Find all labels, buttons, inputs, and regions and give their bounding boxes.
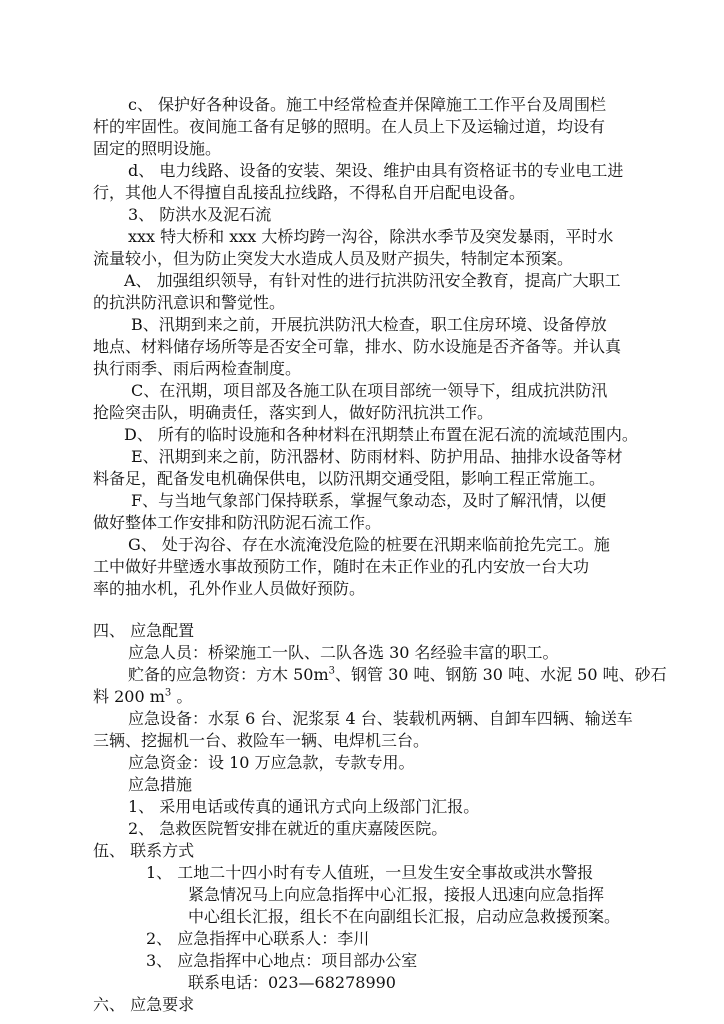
text-line: 杆的牢固性。夜间施工备有足够的照明。在人员上下及运输过道，均设有: [93, 117, 606, 136]
superscript: 3: [328, 665, 335, 677]
text-line: 料备足，配备发电机确保供电，以防汛期交通受阻，影响工程正常施工。: [93, 469, 606, 488]
contact-phone: 联系电话：023—68278990: [188, 973, 396, 992]
list-item: 2、 应急指挥中心联系人：李川: [146, 929, 370, 948]
text-fragment: 、钢管 30 吨、钢筋 30 吨、水泥 50 吨、砂石: [335, 665, 667, 684]
text-line: 率的抽水机，孔外作业人员做好预防。: [93, 579, 366, 598]
text-line: 中心组长汇报，组长不在向副组长汇报，启动应急救援预案。: [188, 907, 621, 926]
text-line: A、 加强组织领导，有针对性的进行抗洪防汛安全教育，提高广大职工: [124, 271, 621, 290]
section-heading: 六、 应急要求: [93, 995, 195, 1014]
text-line: 流量较小，但为防止突发大水造成人员及财产损失，特制定本预案。: [93, 249, 574, 268]
text-line: D、 所有的临时设施和各种材料在汛期禁止布置在泥石流的流域范围内。: [124, 425, 638, 444]
list-item: 3、 应急指挥中心地点：项目部办公室: [146, 951, 418, 970]
text-line: c、 保护好各种设备。施工中经常检查并保障施工工作平台及周围栏: [128, 95, 607, 114]
text-line: B、汛期到来之前，开展抗洪防汛大检查，职工住房环境、设备停放: [131, 315, 607, 334]
list-item: 1、 采用电话或传真的通讯方式向上级部门汇报。: [128, 797, 480, 816]
text-line: 执行雨季、雨后两检查制度。: [93, 359, 302, 378]
text-line: 做好整体工作安排和防汛防泥石流工作。: [93, 513, 382, 532]
superscript: 3: [164, 687, 172, 699]
text-line: 行，其他人不得擅自乱接乱拉线路，不得私自开启配电设备。: [93, 183, 526, 202]
text-fragment: 贮备的应急物资：方木 50m: [128, 665, 329, 684]
text-fragment: 料 200 m: [93, 687, 165, 706]
text-line: 应急设备：水泵 6 台、泥浆泵 4 台、装载机两辆、自卸车四辆、输送车: [128, 709, 633, 728]
text-line: 抢险突击队，明确责任，落实到人，做好防汛抗洪工作。: [93, 403, 494, 422]
text-line: E、汛期到来之前，防汛器材、防雨材料、防护用品、抽排水设备等材: [131, 447, 623, 466]
text-line: 紧急情况马上向应急指挥中心汇报，接报人迅速向应急指挥: [188, 885, 605, 904]
text-line: 三辆、挖掘机一台、救险车一辆、电焊机三台。: [93, 731, 430, 750]
text-line: 的抗洪防汛意识和警觉性。: [93, 293, 286, 312]
text-fragment: 。: [171, 687, 193, 706]
text-line: [128, 664, 667, 686]
text-line: 应急人员：桥梁施工一队、二队各选 30 名经验丰富的职工。: [128, 643, 559, 662]
text-line: xxx 特大桥和 xxx 大桥均跨一沟谷，除洪水季节及突发暴雨，平时水: [128, 227, 614, 246]
section-heading: 伍、 联系方式: [93, 841, 195, 860]
text-line: d、 电力线路、设备的安装、架设、维护由具有资格证书的专业电工进: [128, 161, 624, 180]
text-line: 应急资金：设 10 万应急款，专款专用。: [128, 753, 415, 772]
list-item: 2、 急救医院暂安排在就近的重庆嘉陵医院。: [128, 819, 448, 838]
section-heading: 四、 应急配置: [93, 621, 195, 640]
text-line: 地点、材料储存场所等是否安全可靠，排水、防水设施是否齐备等。并认真: [93, 337, 622, 356]
text-line: [93, 686, 192, 708]
text-line: 工中做好井壁透水事故预防工作，随时在未正作业的孔内安放一台大功: [93, 557, 590, 576]
text-line: G、 处于沟谷、存在水流淹没危险的桩要在汛期来临前抢先完工。施: [128, 535, 610, 554]
section-heading: 3、 防洪水及泥石流: [128, 205, 272, 224]
list-item: 1、 工地二十四小时有专人值班，一旦发生安全事故或洪水警报: [146, 863, 594, 882]
section-heading: 应急措施: [128, 775, 193, 794]
text-line: C、在汛期，项目部及各施工队在项目部统一领导下，组成抗洪防汛: [131, 381, 608, 400]
text-line: 固定的照明设施。: [93, 139, 222, 158]
text-line: F、与当地气象部门保持联系，掌握气象动态，及时了解汛情，以便: [131, 491, 607, 510]
